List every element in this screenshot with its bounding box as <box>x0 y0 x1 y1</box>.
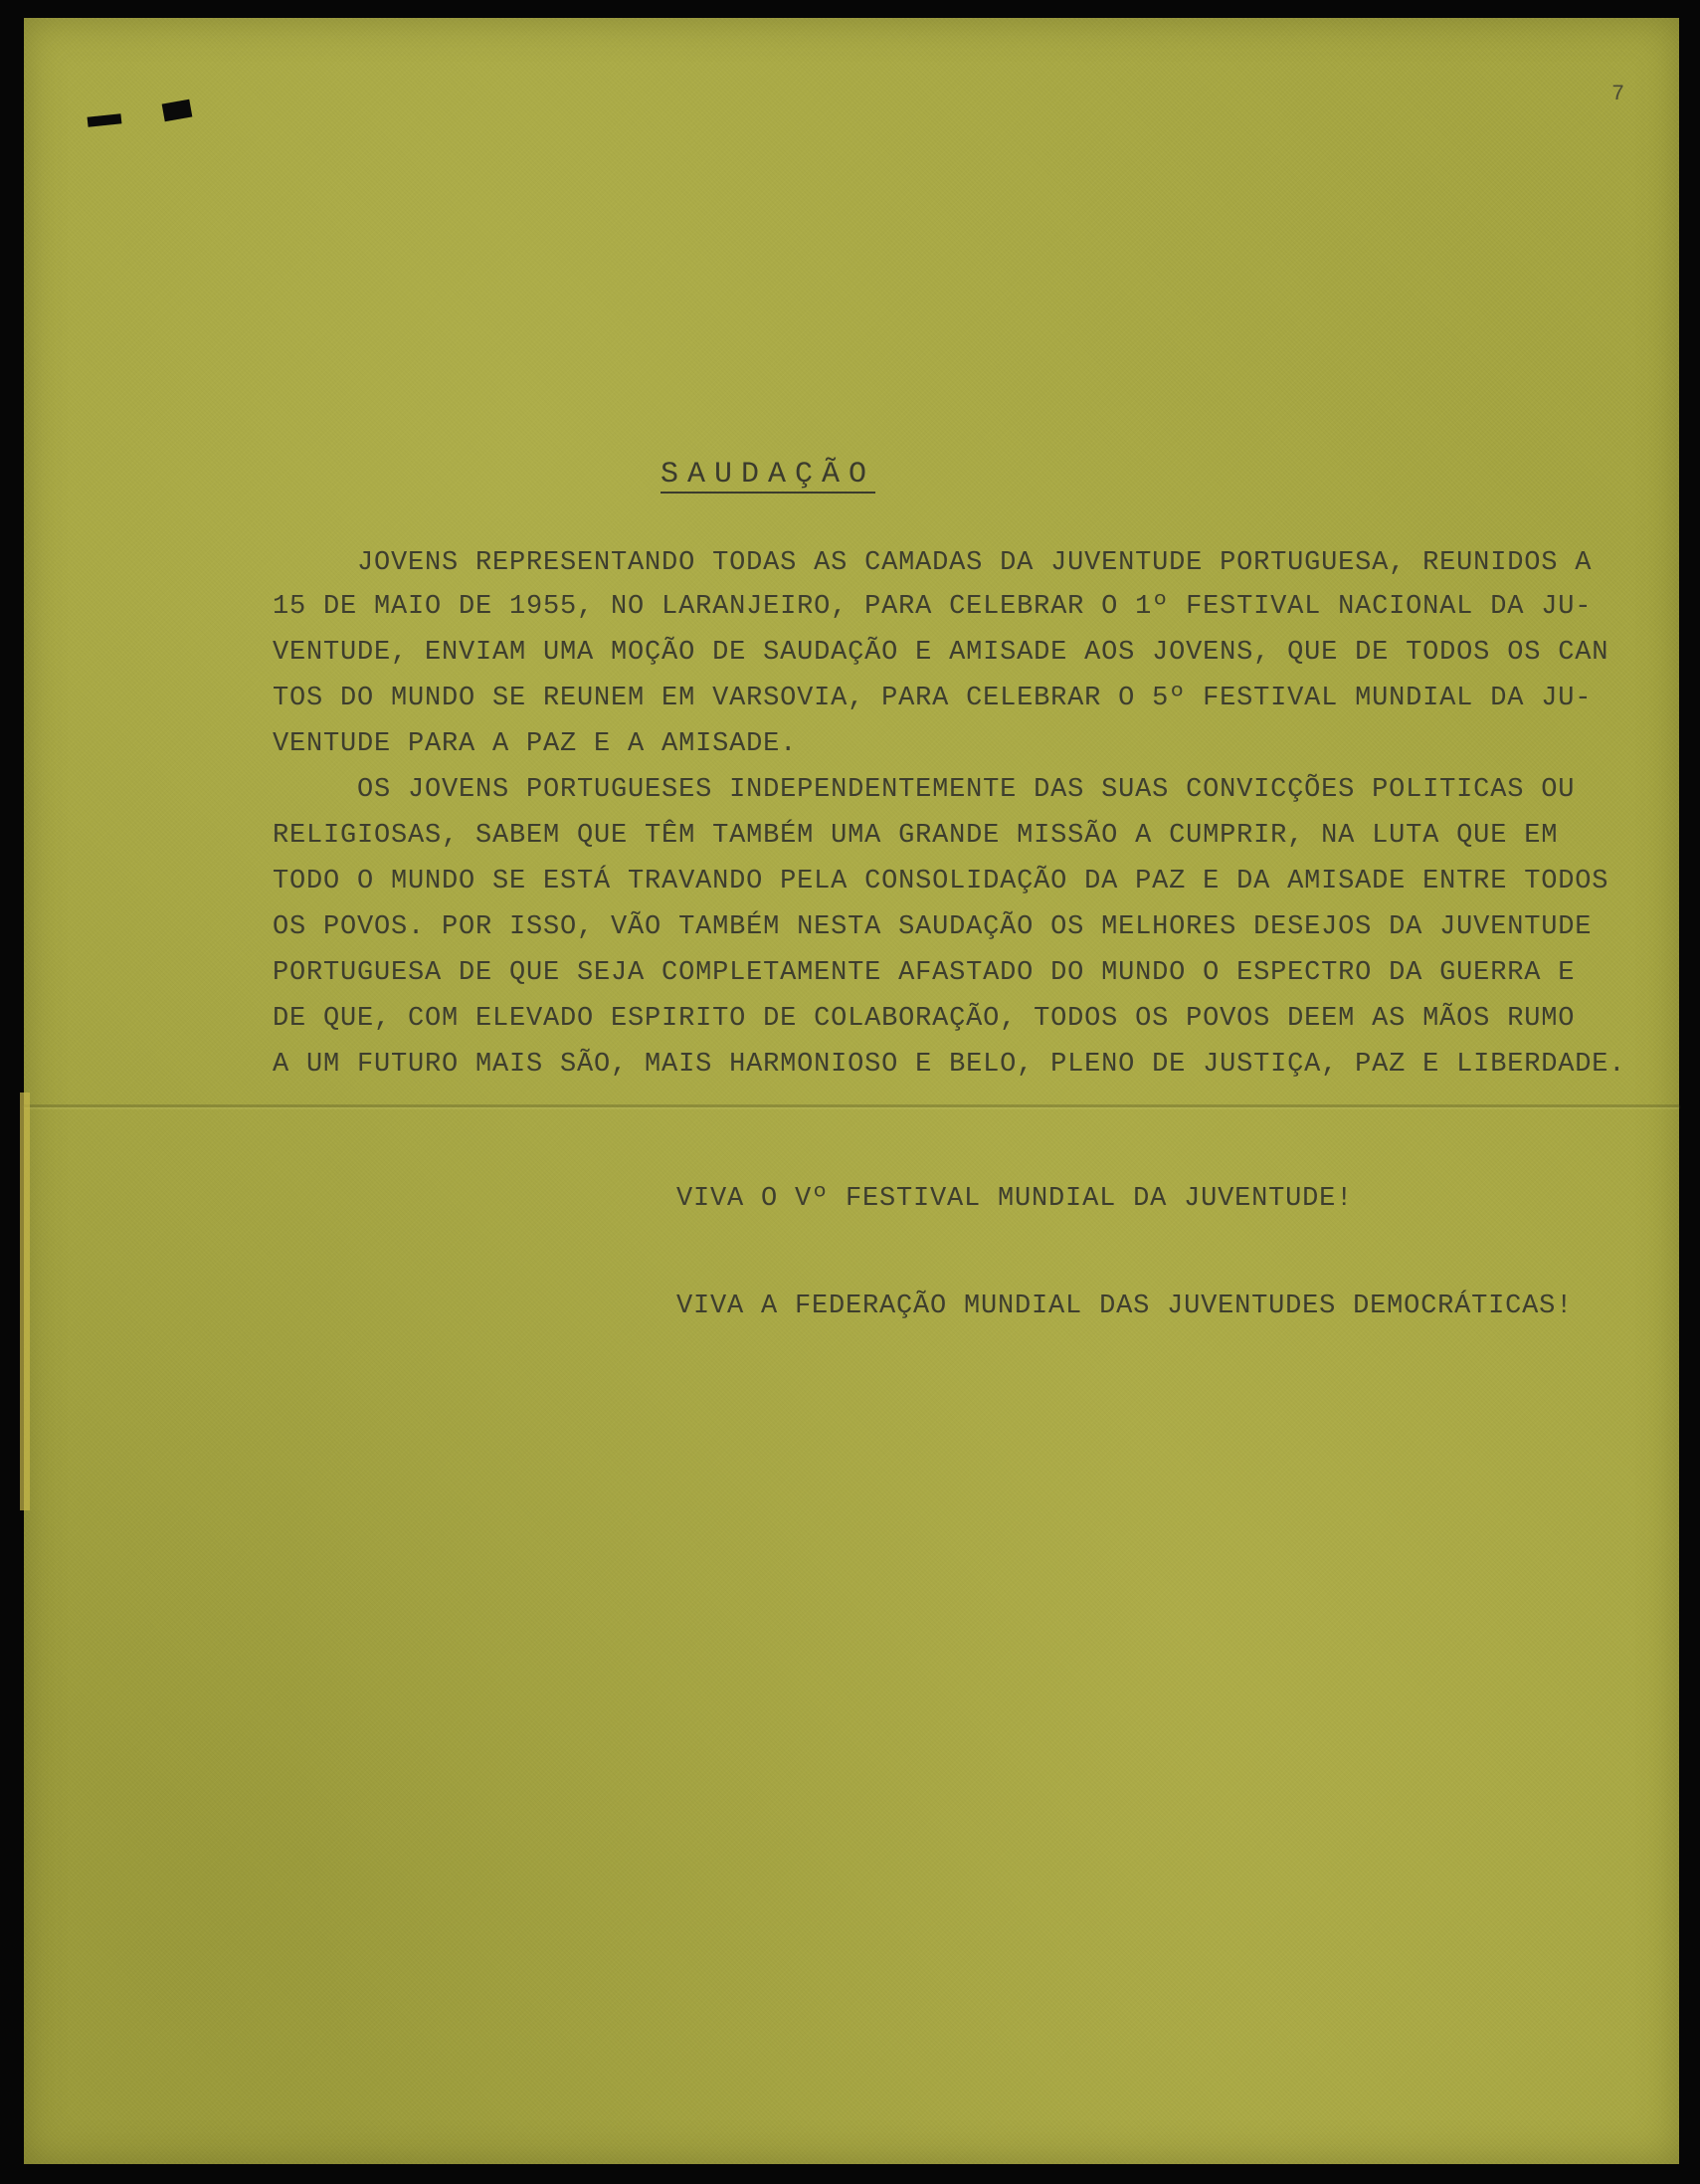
text-line: A UM FUTURO MAIS SÃO, MAIS HARMONIOSO E BELO, PLENO DE JUSTIÇA, PAZ E LIBERDADE. <box>273 1050 1626 1080</box>
document-page <box>24 18 1679 2164</box>
document-title: SAUDAÇÃO <box>661 458 876 492</box>
punch-hole <box>162 99 193 122</box>
page-mark: 7 <box>1611 82 1625 106</box>
text-line: TOS DO MUNDO SE REUNEM EM VARSOVIA, PARA CELEBRAR O 5º FESTIVAL MUNDIAL DA JU- <box>273 684 1593 713</box>
text-line: RELIGIOSAS, SABEM QUE TÊM TAMBÉM UMA GRANDE MISSÃO A CUMPRIR, NA LUTA QUE EM <box>273 821 1559 851</box>
text-line: JOVENS REPRESENTANDO TODAS AS CAMADAS DA JUVENTUDE PORTUGUESA, REUNIDOS A <box>273 548 1593 578</box>
punch-hole <box>88 113 122 126</box>
fold-crease <box>24 1104 1679 1107</box>
text-line: 15 DE MAIO DE 1955, NO LARANJEIRO, PARA CELEBRAR O 1º FESTIVAL NACIONAL DA JU- <box>273 592 1593 622</box>
text-line: VENTUDE, ENVIAM UMA MOÇÃO DE SAUDAÇÃO E AMISADE AOS JOVENS, QUE DE TODOS OS CAN <box>273 638 1609 668</box>
text-line: TODO O MUNDO SE ESTÁ TRAVANDO PELA CONSOLIDAÇÃO DA PAZ E DA AMISADE ENTRE TODOS <box>273 867 1609 896</box>
closing-line-festival: VIVA O Vº FESTIVAL MUNDIAL DA JUVENTUDE! <box>676 1184 1354 1214</box>
paper-edge-tear <box>20 1092 30 1510</box>
text-line: DE QUE, COM ELEVADO ESPIRITO DE COLABORAÇÃO, TODOS OS POVOS DEEM AS MÃOS RUMO <box>273 1004 1576 1034</box>
text-line: OS JOVENS PORTUGUESES INDEPENDENTEMENTE DAS SUAS CONVICÇÕES POLITICAS OU <box>273 775 1576 805</box>
closing-line-federation: VIVA A FEDERAÇÃO MUNDIAL DAS JUVENTUDES DEMOCRÁTICAS! <box>676 1291 1574 1321</box>
text-line: PORTUGUESA DE QUE SEJA COMPLETAMENTE AFASTADO DO MUNDO O ESPECTRO DA GUERRA E <box>273 958 1576 988</box>
text-line: VENTUDE PARA A PAZ E A AMISADE. <box>273 729 798 759</box>
text-line: OS POVOS. POR ISSO, VÃO TAMBÉM NESTA SAUDAÇÃO OS MELHORES DESEJOS DA JUVENTUDE <box>273 912 1593 942</box>
